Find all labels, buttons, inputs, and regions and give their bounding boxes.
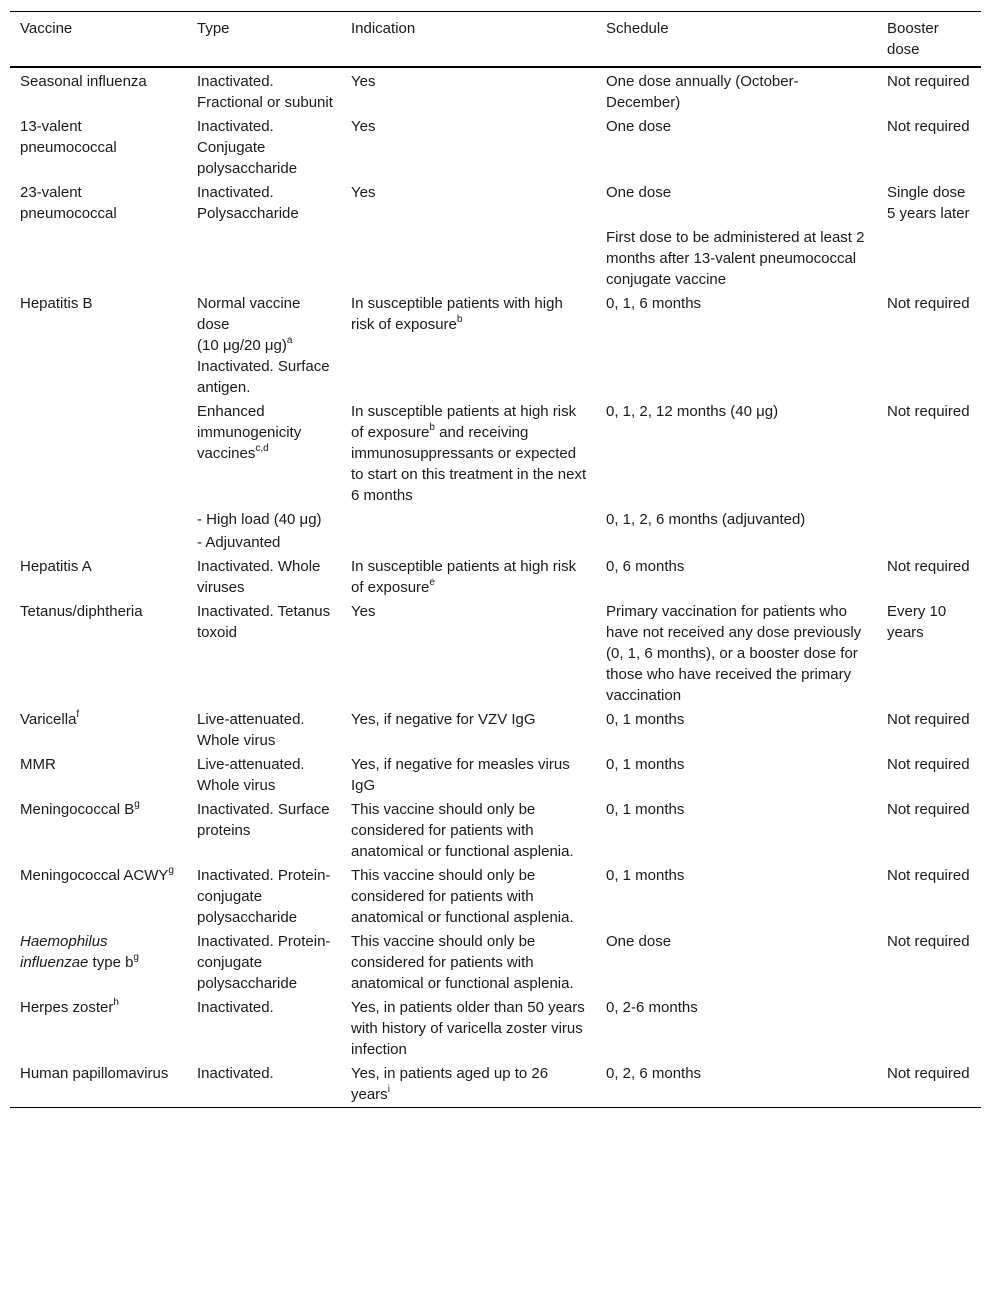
schedule-cell: 0, 1 months [606, 801, 685, 818]
table-row [10, 400, 981, 508]
table-row [10, 930, 981, 996]
type-line: - High load (40 μg) [197, 511, 322, 528]
indication-cell: Yes, if negative for VZV IgG [351, 711, 536, 728]
type-line: - Adjuvanted [197, 534, 281, 551]
header-type: Type [197, 20, 230, 37]
schedule-cell: 0, 1, 6 months [606, 295, 702, 312]
booster-cell: Not required [887, 1065, 970, 1082]
schedule-cell: One dose annually (October-December) [606, 73, 799, 111]
schedule-cell: Primary vaccination for patients who have not received any dose previously (0, 1, 6 months), or a booster dose for those who have received the primary vaccination [606, 603, 862, 704]
indication-cell: In susceptible patients at high risk of exposure$^e$ [351, 558, 577, 596]
schedule-cell: 0, 1, 2, 12 months (40 μg) [606, 403, 779, 420]
table-row [10, 753, 981, 798]
indication-cell: Yes [351, 184, 376, 201]
type-cell: Inactivated. Tetanus toxoid [197, 603, 331, 641]
type-line: Normal vaccine dose [197, 295, 301, 333]
type-cell [187, 508, 341, 555]
type-cell: Inactivated. [197, 1065, 274, 1082]
vaccine-cell: Herpes zoster$^h$ [20, 997, 119, 1016]
type-cell: Inactivated. Protein-conjugate polysaccharide [197, 933, 331, 992]
vaccine-cell: Seasonal influenza [20, 73, 147, 90]
table-row [10, 508, 981, 555]
footnote-marker: i [387, 1084, 390, 1095]
booster-cell: Not required [887, 933, 970, 950]
schedule-cell: 0, 1, 2, 6 months (adjuvanted) [606, 511, 806, 528]
type-cell: Inactivated. Polysaccharide [197, 184, 299, 222]
table-row [10, 226, 981, 292]
vaccine-cell: Hepatitis B [20, 295, 93, 312]
type-cell: Live-attenuated. Whole virus [197, 756, 305, 794]
footnote-marker: g [133, 952, 139, 963]
vaccine-cell: Haemophilus influenzae type $b^g$ [20, 933, 139, 971]
booster-cell: Not required [887, 403, 970, 420]
booster-cell: Not required [887, 118, 970, 135]
vaccine-cell: MMR [20, 756, 56, 773]
type-cell: Live-attenuated. Whole virus [197, 711, 305, 749]
schedule-cell: 0, 6 months [606, 558, 685, 575]
footnote-marker: e [429, 577, 435, 588]
table-row [10, 1062, 981, 1108]
booster-cell [877, 996, 981, 1062]
schedule-cell: One dose [606, 933, 672, 950]
booster-cell: Not required [887, 756, 970, 773]
booster-cell: Single dose 5 years later [887, 184, 970, 222]
header-booster: Booster dose [887, 20, 939, 58]
footnote-marker: b [456, 314, 463, 325]
booster-cell: Not required [887, 558, 970, 575]
indication-cell: In susceptible patients at high risk of exposure$^b$ and receiving immunosuppressants or expected to start on this treatment in the next 6 months [351, 403, 587, 504]
schedule-cell: 0, 2-6 months [606, 999, 698, 1016]
table-row [10, 600, 981, 708]
booster-cell: Not required [887, 801, 970, 818]
booster-cell: Not required [887, 73, 970, 90]
booster-cell: Not required [887, 295, 970, 312]
vaccine-cell: 23-valent pneumococcal [20, 184, 117, 222]
indication-cell: This vaccine should only be considered for patients with anatomical or functional asplenia. [351, 801, 574, 860]
footnote-marker: g [168, 865, 174, 876]
table-row [10, 115, 981, 181]
schedule-cell: 0, 1 months [606, 756, 685, 773]
booster-cell: Not required [887, 711, 970, 728]
schedule-cell: 0, 2, 6 months [606, 1065, 702, 1082]
table-row [10, 292, 981, 400]
vaccine-cell: Tetanus/diphtheria [20, 603, 143, 620]
type-cell: Inactivated. Conjugate polysaccharide [197, 118, 298, 177]
type-cell [187, 292, 341, 400]
schedule-note-cell: First dose to be administered at least 2 months after 13-valent pneumococcal conjugate vaccine [606, 229, 865, 288]
indication-cell: Yes [351, 73, 376, 90]
footnote-marker: f [76, 709, 80, 720]
vaccine-cell: Varicella$^f$ [20, 709, 80, 728]
table-row [10, 864, 981, 930]
vaccine-cell: 13-valent pneumococcal [20, 118, 117, 156]
schedule-cell: One dose [606, 184, 672, 201]
indication-cell: Yes [351, 603, 376, 620]
table-row [10, 67, 981, 115]
footnote-marker: c,d [255, 443, 269, 454]
header-schedule: Schedule [606, 20, 669, 37]
header-indication: Indication [351, 20, 416, 37]
table-row [10, 996, 981, 1062]
indication-cell: Yes [351, 118, 376, 135]
booster-cell: Not required [887, 867, 970, 884]
vaccine-cell: Meningococcal $B^g$ [20, 799, 140, 818]
indication-cell: This vaccine should only be considered for patients with anatomical or functional asplenia. [351, 933, 574, 992]
table-row [10, 798, 981, 864]
type-cell: Inactivated. Whole viruses [197, 558, 321, 596]
type-cell: Inactivated. Fractional or subunit [197, 73, 333, 111]
type-line: (10 μg/20 μg)$^a$ [197, 335, 293, 354]
table-row [10, 181, 981, 226]
table-row [10, 555, 981, 600]
indication-cell: This vaccine should only be considered for patients with anatomical or functional asplenia. [351, 867, 574, 926]
indication-cell: In susceptible patients with high risk of exposure$^b$ [351, 295, 563, 333]
indication-cell: Yes, in patients older than 50 years with history of varicella zoster virus infection [351, 999, 585, 1058]
vaccination-table [10, 11, 981, 1108]
footnote-marker: a [286, 335, 293, 346]
vaccine-cell: Meningococcal ACWY$^g$ [20, 865, 174, 884]
header-vaccine: Vaccine [20, 20, 73, 37]
vaccine-cell: Human papillomavirus [20, 1065, 169, 1082]
indication-cell: Yes, in patients aged up to 26 years$^i$ [351, 1065, 549, 1103]
schedule-cell: One dose [606, 118, 672, 135]
table-row [10, 708, 981, 753]
schedule-cell: 0, 1 months [606, 867, 685, 884]
type-line: Inactivated. Surface antigen. [197, 358, 330, 396]
booster-cell: Every 10 years [887, 603, 947, 641]
footnote-marker: b [429, 422, 435, 433]
vaccine-cell: Hepatitis A [20, 558, 92, 575]
schedule-cell: 0, 1 months [606, 711, 685, 728]
type-cell: Inactivated. [197, 999, 274, 1016]
type-cell: Enhanced immunogenicity vaccines$^{c,d}$ [197, 403, 302, 462]
type-cell: Inactivated. Protein-conjugate polysaccharide [197, 867, 331, 926]
footnote-marker: h [113, 997, 119, 1008]
indication-cell: Yes, if negative for measles virus IgG [351, 756, 570, 794]
footnote-marker: g [134, 799, 140, 810]
header-row [10, 12, 981, 68]
type-cell: Inactivated. Surface proteins [197, 801, 330, 839]
